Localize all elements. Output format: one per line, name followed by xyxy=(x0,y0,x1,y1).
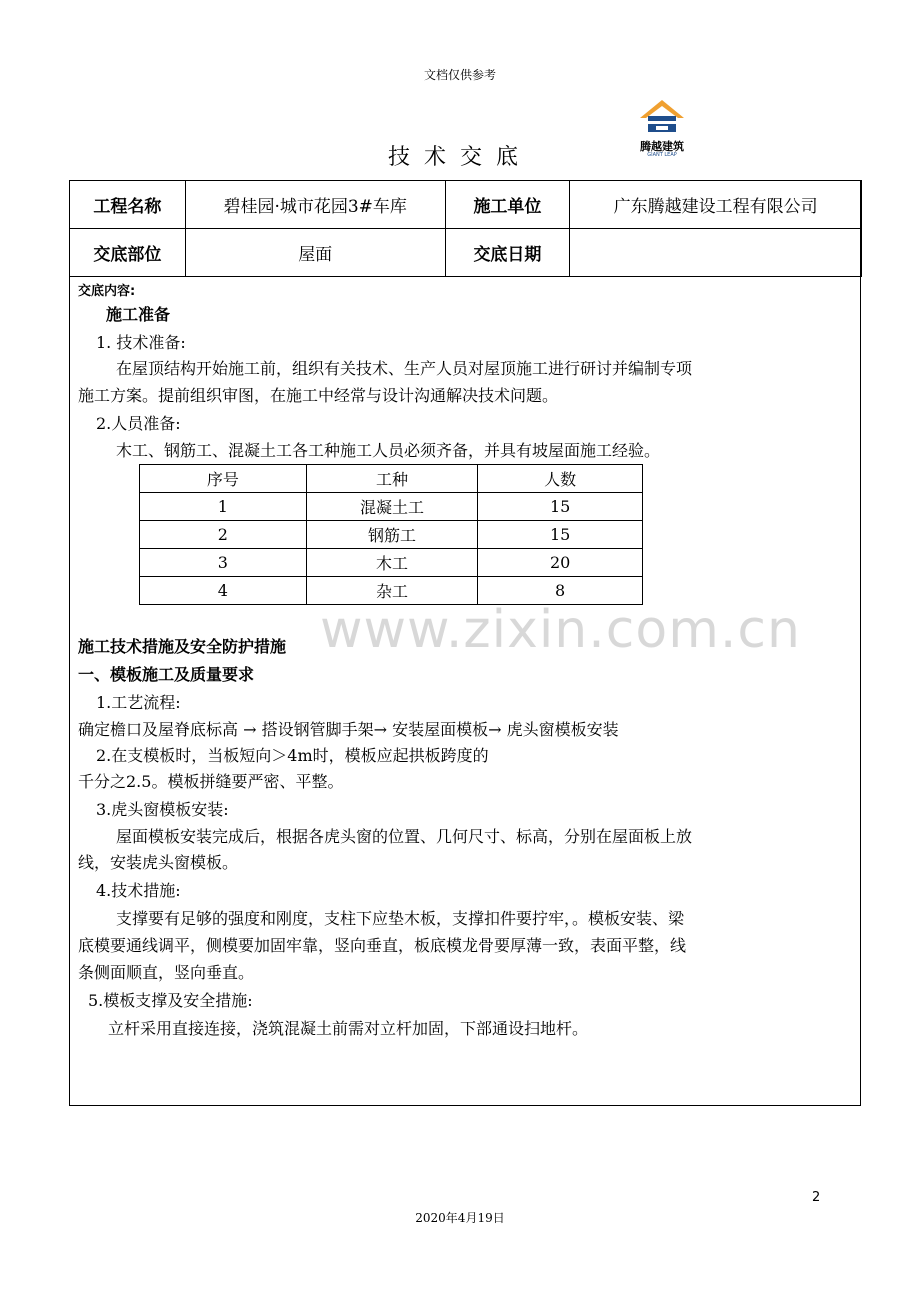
page-number: 2 xyxy=(812,1190,821,1205)
tech-measures-line-1: 支撑要有足够的强度和刚度，支柱下应垫木板，支撑扣件要拧牢，。模板安装、梁 xyxy=(116,909,685,928)
info-row-location xyxy=(70,229,862,277)
col-header-count: 人数 xyxy=(478,465,643,493)
cell-index: 4 xyxy=(140,577,307,605)
cell-trade: 杂工 xyxy=(306,577,478,605)
unit-value: 广东腾越建设工程有限公司 xyxy=(570,181,862,229)
tech-prep-line-1: 在屋顶结构开始施工前，组织有关技术、生产人员对屋顶施工进行研讨并编制专项 xyxy=(116,359,693,378)
workers-table xyxy=(139,464,643,605)
tech-prep-title: 1. 技术准备: xyxy=(96,333,186,352)
document-title: 技术交底 xyxy=(387,145,532,170)
cell-trade: 木工 xyxy=(306,549,478,577)
cell-count: 8 xyxy=(478,577,643,605)
safety-title: 5.模板支撑及安全措施: xyxy=(88,991,253,1010)
support-line-2: 千分之2.5。模板拼缝要严密、平整。 xyxy=(78,772,344,791)
cell-count: 20 xyxy=(478,549,643,577)
cell-index: 3 xyxy=(140,549,307,577)
dormer-line-2: 线，安装虎头窗模板。 xyxy=(78,853,239,872)
support-line-1: 2.在支模板时，当板短向＞4m时，模板应起拱板跨度的 xyxy=(96,746,489,765)
location-value: 屋面 xyxy=(185,229,445,277)
table-row xyxy=(140,493,643,521)
staff-prep-title: 2.人员准备: xyxy=(96,414,181,433)
workers-header-row xyxy=(140,465,643,493)
date-label: 交底日期 xyxy=(445,229,570,277)
logo-name: 腾越建筑 xyxy=(640,140,684,153)
formwork-title: 一、模板施工及质量要求 xyxy=(78,665,255,684)
cell-count: 15 xyxy=(478,521,643,549)
cell-index: 1 xyxy=(140,493,307,521)
measures-title: 施工技术措施及安全防护措施 xyxy=(78,637,287,656)
project-label: 工程名称 xyxy=(70,181,186,229)
dormer-line-1: 屋面模板安装完成后，根据各虎头窗的位置、几何尺寸、标高，分别在屋面板上放 xyxy=(116,827,693,846)
unit-label: 施工单位 xyxy=(445,181,570,229)
tech-prep-line-2: 施工方案。提前组织审图，在施工中经常与设计沟通解决技术问题。 xyxy=(78,386,559,405)
table-row xyxy=(140,549,643,577)
footer-date: 2020年4月19日 xyxy=(415,1211,505,1225)
staff-prep-line: 木工、钢筋工、混凝土工各工种施工人员必须齐备，并具有坡屋面施工经验。 xyxy=(116,441,661,460)
cell-index: 2 xyxy=(140,521,307,549)
dormer-title: 3.虎头窗模板安装: xyxy=(96,800,229,819)
intro-label: 交底内容: xyxy=(78,284,136,299)
tech-measures-line-2: 底模要通线调平，侧模要加固牢靠，竖向垂直，板底模龙骨要厚薄一致，表面平整，线 xyxy=(78,936,687,955)
process-title: 1.工艺流程: xyxy=(96,693,181,712)
watermark: www.zixin.com.cn xyxy=(320,600,801,660)
cell-trade: 钢筋工 xyxy=(306,521,478,549)
process-line: 确定檐口及屋脊底标高 → 搭设钢管脚手架→ 安装屋面模板→ 虎头窗模板安装 xyxy=(78,720,619,739)
logo-subtitle: GIANT LEAP xyxy=(647,152,677,158)
info-table xyxy=(69,180,862,277)
header-note: 文档仅供参考 xyxy=(423,68,496,82)
cell-count: 15 xyxy=(478,493,643,521)
info-row-project xyxy=(70,181,862,229)
table-row xyxy=(140,521,643,549)
tech-measures-title: 4.技术措施: xyxy=(96,881,181,900)
prep-title: 施工准备 xyxy=(106,305,171,324)
col-header-trade: 工种 xyxy=(306,465,478,493)
date-value xyxy=(570,229,862,277)
tech-measures-line-3: 条侧面顺直，竖向垂直。 xyxy=(78,963,255,982)
safety-line: 立杆采用直接连接，浇筑混凝土前需对立杆加固，下部通设扫地杆。 xyxy=(108,1019,589,1038)
project-value: 碧桂园·城市花园3#车库 xyxy=(185,181,445,229)
location-label: 交底部位 xyxy=(70,229,186,277)
col-header-index: 序号 xyxy=(140,465,307,493)
cell-trade: 混凝土工 xyxy=(306,493,478,521)
